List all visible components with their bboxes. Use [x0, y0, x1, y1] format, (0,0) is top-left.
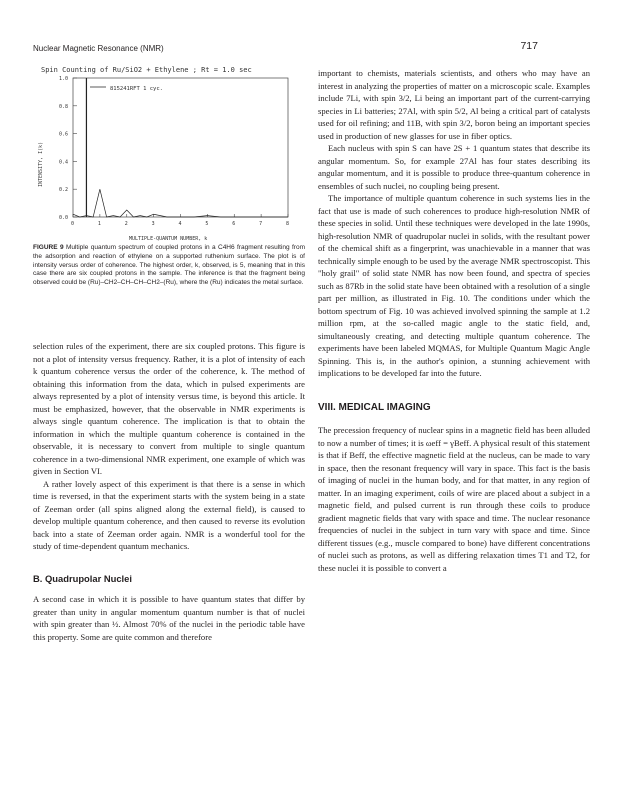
mq-spectrum-chart: [33, 62, 303, 242]
x-tick-label: 8: [286, 221, 290, 227]
y-tick-label: 0.0: [59, 215, 69, 221]
paragraph: selection rules of the experiment, there are six coupled protons. This figure is not a plot of intensity versus frequency. Rather, it is a plot of intensity of each k quantum coherence versus the order of the coherence, k. The method of obtaining this information from the data, which in pulsed experiments are always represented by a plot of intensity versus time, is beyond this article. It must be emphasized, however, that the observable in NMR experiments is always single quantum coherence. The implication is that to obtain the information in which the multiple quantum coherence is contained in the observable, it is necessary to convert from multiple to single quantum coherence in a two-dimensional NMR experiment, one example of which was given in Section VI.: [33, 341, 305, 476]
x-tick-label: 6: [232, 221, 236, 227]
y-tick-label: 1.0: [59, 76, 69, 82]
series-line: [73, 189, 288, 217]
page-number: 717: [520, 40, 538, 52]
x-tick-label: 5: [205, 221, 209, 227]
paragraph: A second case in which it is possible to have quantum states that differ by greater than unity in angular momentum quantum number is that of nuclei with spin greater than ½. Almost 70% of the nuclei in the periodic table have this property. Some are quite common and therefore: [33, 594, 305, 642]
x-axis-label: MULTIPLE-QUANTUM NUMBER, k: [129, 236, 208, 242]
y-tick-label: 0.4: [59, 159, 69, 166]
x-tick-label: 0: [71, 221, 75, 227]
paragraph: important to chemists, materials scientists, and others who may have an interest in analyzing the properties of matter on a microscopic scale. Examples include 7Li, with spin 3/2, Li being an important part of the current-carrying species in Li batteries; 27Al, with spin 5/2, Al being a critical part of catalysts used for oil refining; and 11B, with spin 3/2, boron being an important species used in production of new glasses for use in fiber optics.: [318, 68, 590, 141]
caption-text: Multiple quantum spectrum of coupled protons in a C4H6 fragment resulting from the adsorption and reaction of ethylene on a supported ruthenium surface. The plot is of intensity versus order of coherence. The highest order, k, observed, is 5, meaning that in this case there are six coupled protons in the sample. The inference is that the fragment being observed could be (Ru)–CH2–CH–CH–CH2–(Ru), where the (Ru) indicates the metal surface.: [33, 244, 305, 287]
x-tick-label: 4: [178, 221, 182, 227]
x-tick-label: 7: [259, 221, 263, 227]
chart-legend: 815241RFT 1 cyc.: [110, 86, 163, 92]
paragraph: A rather lovely aspect of this experiment is that there is a sense in which time is reversed, in that the experiment starts with the system being in a state of Zeeman order (all spins aligned along the external field), is caused to develop multiple quantum coherence, and then caused to reverse its evolution back into a state of Zeeman order again. NMR is a wonderful tool for the study of time-dependent quantum mechanics.: [33, 478, 305, 551]
x-tick-label: 1: [97, 221, 101, 227]
paragraph: Each nucleus with spin S can have 2S + 1 quantum states that describe its angular momentum. So, for example 27Al has four states describing its angular momentum, and it is possible to produce three-quantum coherence in ensembles of such nuclei, no coupling being present.: [318, 143, 590, 191]
x-tick-label: 3: [151, 221, 155, 227]
caption-label: FIGURE 9: [33, 244, 64, 251]
y-tick-label: 0.2: [59, 187, 69, 194]
paragraph: The precession frequency of nuclear spins in a magnetic field has been alluded to now a number of times; it is ωeff = γBeff. A physical result of this statement is that if Beff, the effective magnetic field at the nucleus, can be made to vary in space, then the resonant frequency will vary in space. This fact is the basis of imaging of nuclei in the human body, and for that matter, in any region of matter. In an imaging experiment, coils of wire are placed about a subject in a magnetic field, and pulsed current is run through these coils to produce gradient magnetic fields that vary with space and time. The nuclear resonance frequencies of nuclei in the subject in turn vary with space and time. Since different tissues (e.g., muscle compared to bone) have different concentrations of nuclei such as protons, as well as differing relaxation times T1 and T2, for these nuclei it is possible to convert a: [318, 425, 590, 573]
left-column: [33, 340, 305, 643]
running-header: Nuclear Magnetic Resonance (NMR): [33, 44, 164, 53]
y-tick-label: 0.8: [59, 103, 69, 110]
figure-9: [33, 62, 303, 242]
x-tick-label: 2: [124, 221, 128, 227]
chart-title: Spin Counting of Ru/SiO2 + Ethylene ; Rt = 1.0 sec: [41, 66, 252, 74]
section-heading: B. Quadrupolar Nuclei: [33, 572, 132, 584]
y-tick-label: 0.6: [59, 131, 69, 138]
paragraph: The importance of multiple quantum coherence in such systems lies in the fact that use is made of such coherences to produce high-resolution NMR of these species in solid. Until these techniques were developed in the late 1990s, high-resolution NMR of quadrupolar nuclei in solids, with the resultant power of the chemical shift as a fingerprint, was unachievable in a manner that was technically simple enough to be used by the average NMR spectroscopist. This "holy grail" of solid state NMR has now been found, and spectra of species such as 87Rb in the solid state have been obtained with a resolution of a single part per million, as illustrated in Fig. 10. The conditions under which the bottom spectrum of Fig. 10 was achieved involved spinning the sample at 1.2 million rpm, at the so-called magic angle to the static field, and, simultaneously creating, and detecting multiple quantum coherence. The experiments have been labeled MQMAS, for Multiple Quantum Magic Angle Spinning. This is, in the author's opinion, a stunning achievement with implications to be developed far into the future.: [318, 193, 590, 378]
right-column: [318, 67, 590, 574]
figure-caption: [33, 244, 305, 288]
y-axis-label: INTENSITY, I(k): [38, 141, 44, 187]
section-heading: VIII. MEDICAL IMAGING: [318, 401, 431, 413]
plot-frame: [73, 78, 288, 217]
